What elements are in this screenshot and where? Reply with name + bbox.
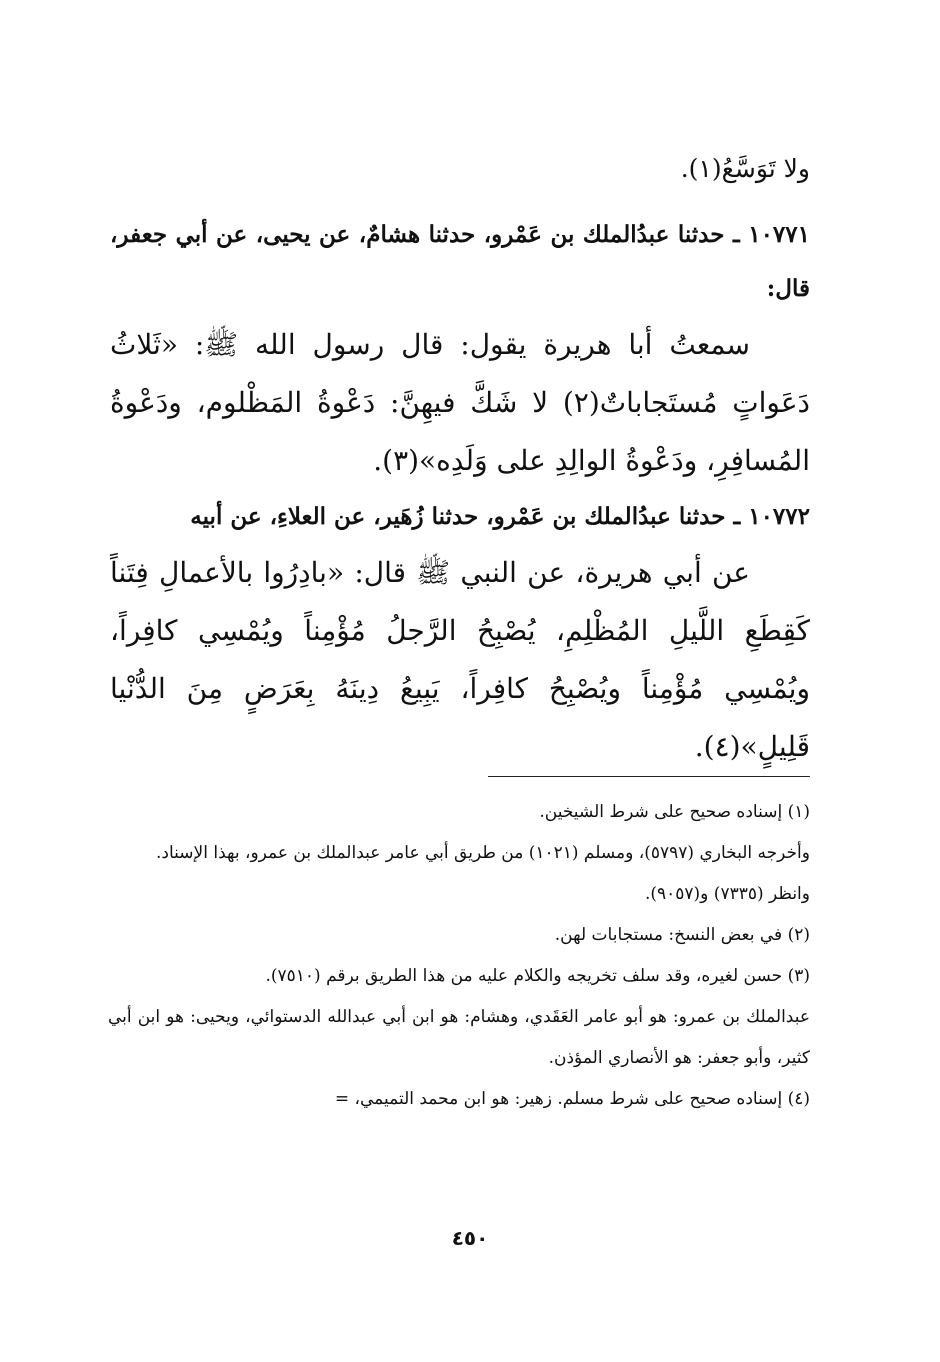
- hadith-10772-matn: عن أبي هريرة، عن النبي ﷺ قال: «بادِرُوا بالأعمالِ فِتَناً كَقِطَعِ اللَّيلِ المُظْلِمِ، يُصْبِحُ الرَّجلُ مُؤْمِناً ويُمْسِي كافِراً، ويُمْسِي مُؤْمِناً ويُصْبِحُ كافِراً، يَبِيعُ دِينَهُ بِعَرَضٍ مِنَ الدُّنْيا قَلِيلٍ»(٤).: [110, 556, 810, 763]
- hadith-10771-isnad: ١٠٧٧١ ـ حدثنا عبدُالملك بن عَمْرو، حدثنا هشامٌ، عن يحيى، عن أبي جعفر، قال:: [110, 221, 810, 302]
- footnotes: [108, 792, 810, 1120]
- footnote-4: (٤) إسناده صحيح على شرط مسلم. زهير: هو ابن محمد التميمي، =: [334, 1089, 810, 1109]
- footnote-1-takhrij: وأخرجه البخاري (٥٧٩٧)، ومسلم (١٠٢١) من طريق أبي عامر عبدالملك بن عمرو، بهذا الإسناد.: [156, 843, 810, 863]
- footnote-3-narrators: عبدالملك بن عمرو: هو أبو عامر العَقَدي، وهشام: هو ابن أبي عبدالله الدستوائي، ويحيى: هو ابن أبي كثير، وأبو جعفر: هو الأنصاري المؤذن.: [108, 1007, 810, 1068]
- footnote-2: (٢) في بعض النسخ: مستجابات لهن.: [554, 925, 810, 945]
- footnote-1-see-also: وانظر (٧٣٣٥) و(٩٠٥٧).: [644, 884, 810, 904]
- page-number: ٤٥٠: [451, 1226, 489, 1250]
- hadith-10771-matn: سمعتُ أبا هريرة يقول: قال رسول الله ﷺ: «ثَلاثُ دَعَواتٍ مُستَجاباتٌ(٢) لا شَكَّ فيهِنَّ: دَعْوةُ المَظْلوم، ودَعْوةُ المُسافِرِ، ودَعْوةُ الوالِدِ على وَلَدِه»(٣).: [110, 328, 810, 477]
- hadith-10772-isnad: ١٠٧٧٢ ـ حدثنا عبدُالملك بن عَمْرو، حدثنا زُهَير، عن العلاءِ، عن أبيه: [190, 503, 810, 530]
- footnote-3: (٣) حسن لغيره، وقد سلف تخريجه والكلام عليه من هذا الطريق برقم (٧٥١٠).: [265, 966, 810, 986]
- footnote-1: (١) إسناده صحيح على شرط الشيخين.: [539, 802, 810, 822]
- footnote-divider: [488, 776, 810, 777]
- text-line-continuation: ولا تَوَسَّعُ(١).: [680, 154, 810, 183]
- main-text: [110, 140, 810, 776]
